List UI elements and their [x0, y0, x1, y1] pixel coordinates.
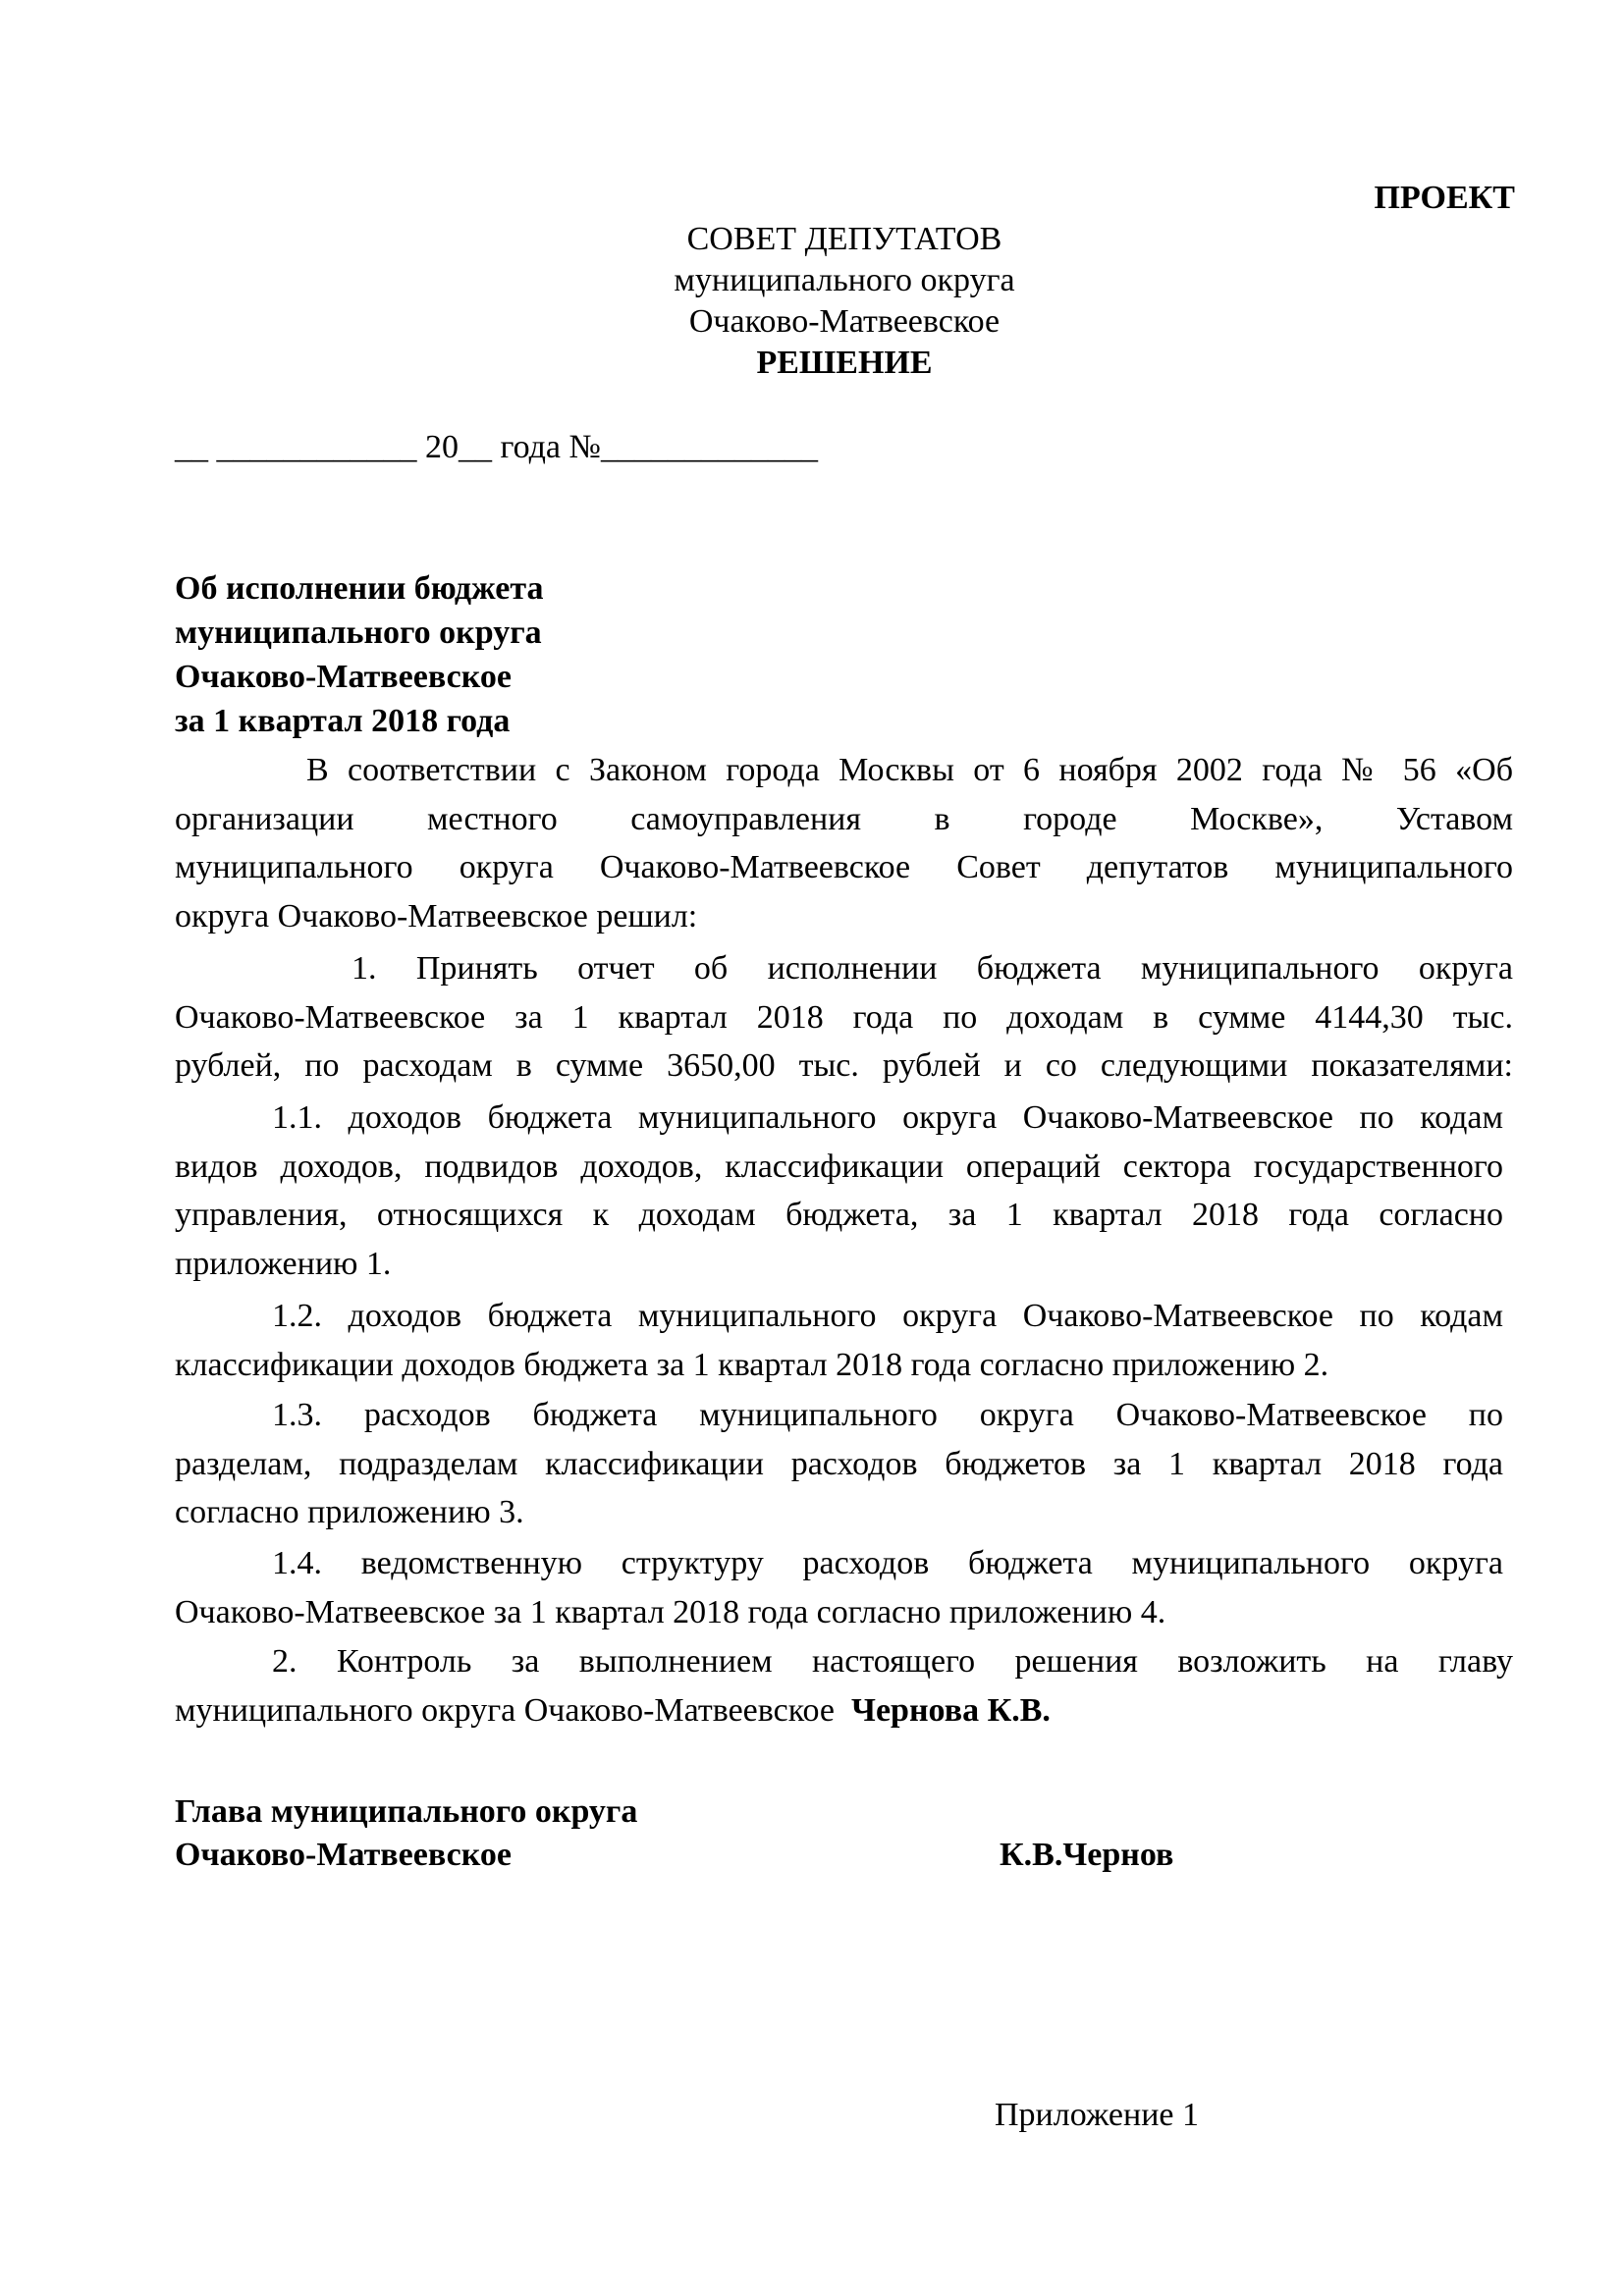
item-1-4-line-2: Очаково-Матвеевское за 1 квартал 2018 года согласно приложению 4. — [175, 1593, 1166, 1630]
draft-label: ПРОЕКТ — [1374, 180, 1515, 216]
item-1-3-line-2: разделам, подразделам классификации расходов бюджетов за 1 квартал 2018 года — [175, 1445, 1503, 1482]
decision-heading: РЕШЕНИЕ — [756, 345, 933, 381]
item-1-1-paragraph — [175, 1094, 1503, 1288]
item-1-2-paragraph — [175, 1292, 1503, 1389]
title-line-1: Об исполнении бюджета — [175, 570, 544, 607]
item-2-paragraph — [175, 1637, 1513, 1735]
preamble-line-1: В соответствии с Законом города Москвы от 6 ноября 2002 года № 56 «Об — [306, 752, 1513, 788]
item-2-line-1: 2. Контроль за выполнением настоящего решения возложить на главу — [272, 1643, 1513, 1680]
preamble-paragraph — [175, 746, 1513, 940]
title-line-2: муниципального округа — [175, 614, 542, 651]
responsible-person: Чернова К.В. — [851, 1691, 1051, 1729]
item-1-4-line-1: 1.4. ведомственную структуру расходов бюджета муниципального округа — [272, 1545, 1503, 1581]
district-line-2: Очаково-Матвеевское — [688, 303, 1001, 340]
date-number-line: __ ____________ 20__ года №_____________ — [175, 429, 818, 465]
item-1-3-paragraph — [175, 1391, 1503, 1537]
item-1-3-line-1: 1.3. расходов бюджета муниципального округа Очаково-Матвеевское по — [272, 1397, 1503, 1433]
appendix-label: Приложение 1 — [995, 2097, 1199, 2133]
signature-name: К.В.Чернов — [1000, 1837, 1174, 1873]
item-1-2-line-2: классификации доходов бюджета за 1 квартал 2018 года согласно приложению 2. — [175, 1346, 1329, 1383]
title-line-3: Очаково-Матвеевское — [175, 659, 512, 695]
item-1-4-paragraph — [175, 1539, 1503, 1636]
item-1-2-line-1: 1.2. доходов бюджета муниципального округа Очаково-Матвеевское по кодам — [272, 1298, 1503, 1334]
item-1-line-3: рублей, по расходам в сумме 3650,00 тыс. рублей и со следующими показателями: — [175, 1047, 1513, 1084]
title-line-4: за 1 квартал 2018 года — [175, 703, 511, 739]
item-1-1-line-1: 1.1. доходов бюджета муниципального округа Очаково-Матвеевское по кодам — [272, 1099, 1503, 1136]
item-2-line-2 — [175, 1686, 1513, 1735]
item-1-1-line-3: управления, относящихся к доходам бюджета, за 1 квартал 2018 года согласно — [175, 1197, 1503, 1233]
signature-role-line-1: Глава муниципального округа — [175, 1793, 638, 1830]
council-name: СОВЕТ ДЕПУТАТОВ — [686, 221, 1002, 257]
signature-role-line-2: Очаково-Матвеевское — [175, 1837, 512, 1873]
item-1-paragraph — [175, 944, 1513, 1091]
item-1-3-line-3: согласно приложению 3. — [175, 1494, 524, 1530]
preamble-line-3: муниципального округа Очаково-Матвеевское Совет депутатов муниципального — [175, 849, 1513, 885]
item-1-line-2: Очаково-Матвеевское за 1 квартал 2018 года по доходам в сумме 4144,30 тыс. — [175, 998, 1513, 1036]
preamble-line-4: округа Очаково-Матвеевское решил: — [175, 897, 698, 934]
item-2-line-2-text: муниципального округа Очаково-Матвеевское — [175, 1691, 836, 1729]
preamble-line-2: организации местного самоуправления в городе Москве», Уставом — [175, 800, 1513, 837]
item-1-1-line-4: приложению 1. — [175, 1245, 392, 1282]
item-1-1-line-2: видов доходов, подвидов доходов, классификации операций сектора государственного — [175, 1148, 1503, 1185]
item-1-line-1: 1. Принять отчет об исполнении бюджета муниципального округа — [352, 950, 1513, 987]
district-line-1: муниципального округа — [674, 262, 1015, 298]
